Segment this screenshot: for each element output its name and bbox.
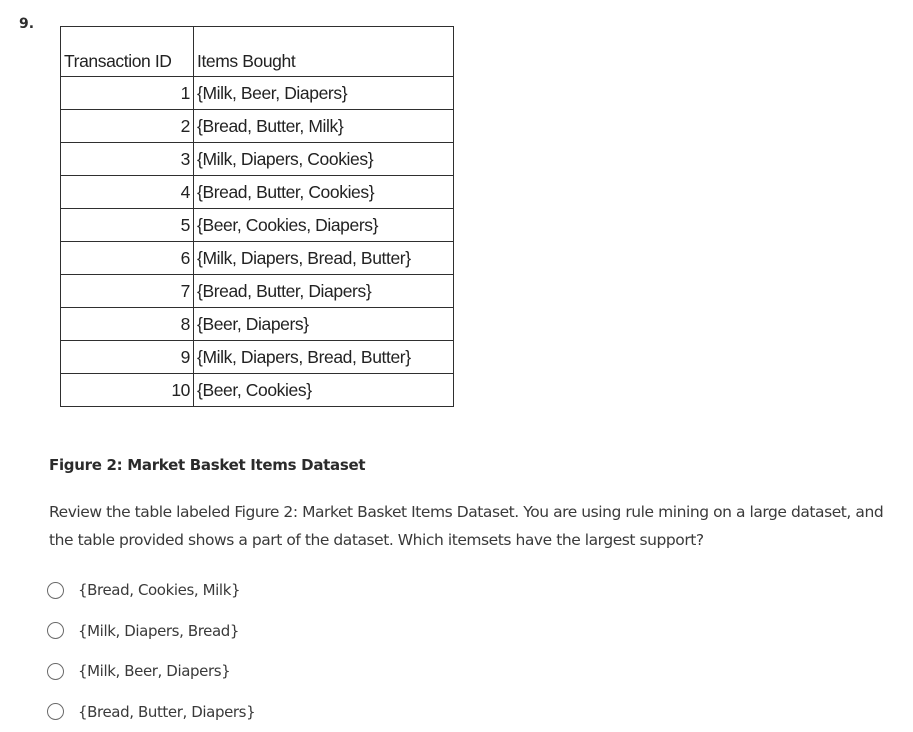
answer-option[interactable] (47, 570, 255, 611)
transaction-id-cell: 7 (61, 275, 194, 308)
answer-option-label[interactable]: {Milk, Diapers, Bread} (78, 621, 240, 640)
radio-button-icon[interactable] (47, 663, 64, 680)
transaction-id-cell: 2 (61, 110, 194, 143)
transaction-id-cell: 9 (61, 341, 194, 374)
items-bought-cell: {Milk, Diapers, Cookies} (194, 143, 454, 176)
question-number: 9. (19, 16, 35, 32)
table-row (61, 209, 454, 242)
question-prompt: Review the table labeled Figure 2: Market Basket Items Dataset. You are using rule mining on a large dataset, and the table provided shows a part of the dataset. Which itemsets have the largest support? (49, 503, 884, 549)
table-row (61, 110, 454, 143)
table-row (61, 242, 454, 275)
table-row (61, 341, 454, 374)
radio-button-icon[interactable] (47, 582, 64, 599)
answer-option-label[interactable]: {Milk, Beer, Diapers} (78, 662, 231, 681)
transaction-id-cell: 5 (61, 209, 194, 242)
items-bought-cell: {Milk, Diapers, Bread, Butter} (194, 242, 454, 275)
items-bought-cell: {Milk, Beer, Diapers} (194, 77, 454, 110)
answer-option[interactable] (47, 611, 255, 652)
items-bought-cell: {Beer, Cookies, Diapers} (194, 209, 454, 242)
transaction-id-cell: 4 (61, 176, 194, 209)
table-row (61, 308, 454, 341)
items-bought-cell: {Bread, Butter, Milk} (194, 110, 454, 143)
answer-option[interactable] (47, 651, 255, 692)
column-header-items-bought: Items Bought (194, 27, 454, 77)
answer-option-label[interactable]: {Bread, Cookies, Milk} (78, 581, 241, 600)
radio-button-icon[interactable] (47, 703, 64, 720)
items-bought-cell: {Bread, Butter, Cookies} (194, 176, 454, 209)
items-bought-cell: {Beer, Diapers} (194, 308, 454, 341)
market-basket-table (60, 26, 454, 407)
figure-caption: Figure 2: Market Basket Items Dataset (49, 456, 366, 474)
table-row (61, 77, 454, 110)
transaction-id-cell: 1 (61, 77, 194, 110)
column-header-transaction-id: Transaction ID (61, 27, 194, 77)
table-row (61, 143, 454, 176)
transaction-id-cell: 10 (61, 374, 194, 407)
answer-option[interactable] (47, 692, 255, 732)
transaction-id-cell: 3 (61, 143, 194, 176)
items-bought-cell: {Bread, Butter, Diapers} (194, 275, 454, 308)
table-row (61, 176, 454, 209)
items-bought-cell: {Beer, Cookies} (194, 374, 454, 407)
table-row (61, 374, 454, 407)
table-header-row (61, 27, 454, 77)
radio-button-icon[interactable] (47, 622, 64, 639)
answer-option-label[interactable]: {Bread, Butter, Diapers} (78, 702, 256, 721)
transaction-id-cell: 6 (61, 242, 194, 275)
items-bought-cell: {Milk, Diapers, Bread, Butter} (194, 341, 454, 374)
transaction-id-cell: 8 (61, 308, 194, 341)
answer-options (47, 570, 255, 732)
table-row (61, 275, 454, 308)
